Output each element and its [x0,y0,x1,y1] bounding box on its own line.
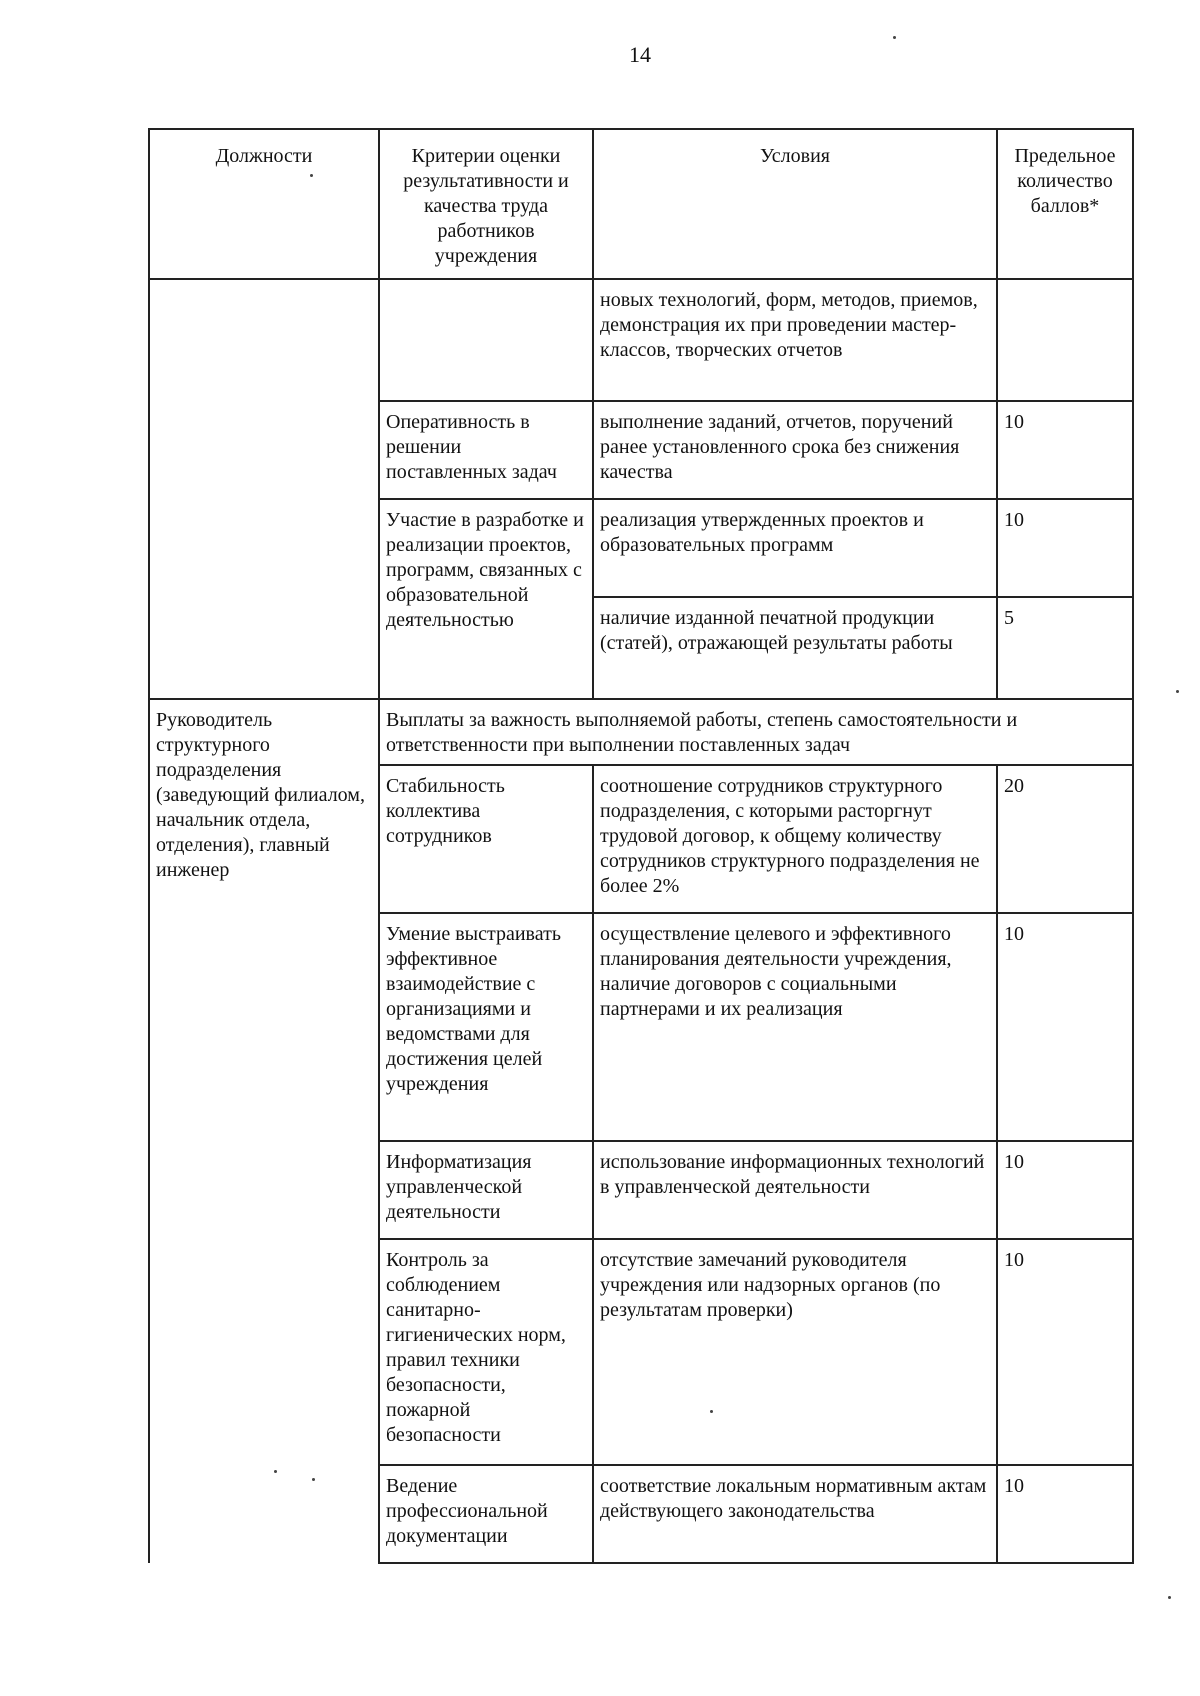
table-row [149,279,1133,401]
position-cell-empty [149,279,379,699]
criterion-cell: Стабильность коллектива сотрудников [379,765,593,913]
criterion-cell: Участие в разработке и реализации проектов, программ, связанных с образовательной деятельностью [379,499,593,699]
scan-speck [1168,1596,1171,1599]
header-conditions: Условия [593,129,997,279]
condition-cell: отсутствие замечаний руководителя учреждения или надзорных органов (по результатам проверки) [593,1239,997,1465]
section-row [149,699,1133,765]
points-cell: 10 [997,499,1133,597]
criterion-cell: Оперативность в решении поставленных задач [379,401,593,499]
criterion-cell: Контроль за соблюдением санитарно-гигиенических норм, правил техники безопасности, пожарной безопасности [379,1239,593,1465]
criterion-cell: Умение выстраивать эффективное взаимодействие с организациями и ведомствами для достижения целей учреждения [379,913,593,1141]
points-cell: 5 [997,597,1133,699]
scan-speck [710,1410,713,1413]
header-criteria: Критерии оценки результативности и качества труда работников учреждения [379,129,593,279]
evaluation-criteria-table [148,128,1134,1564]
points-cell: 10 [997,1141,1133,1239]
condition-cell: реализация утвержденных проектов и образовательных программ [593,499,997,597]
header-position: Должности [149,129,379,279]
condition-cell: использование информационных технологий в управленческой деятельности [593,1141,997,1239]
scan-speck [274,1470,277,1473]
criterion-cell [379,279,593,401]
scan-speck [310,174,313,177]
points-cell: 10 [997,1465,1133,1563]
header-max-points: Предельное количество баллов* [997,129,1133,279]
criterion-cell: Информатизация управленческой деятельности [379,1141,593,1239]
page-number: 14 [629,42,651,67]
condition-cell: соответствие локальным нормативным актам действующего законодательства [593,1465,997,1563]
condition-cell: новых технологий, форм, методов, приемов, демонстрация их при проведении мастер-классов, творческих отчетов [593,279,997,401]
scan-speck [312,1478,315,1481]
condition-cell: наличие изданной печатной продукции (статей), отражающей результаты работы [593,597,997,699]
section-title: Выплаты за важность выполняемой работы, степень самостоятельности и ответственности при выполнении поставленных задач [379,699,1133,765]
condition-cell: соотношение сотрудников структурного подразделения, с которыми расторгнут трудовой договор, к общему количеству сотрудников структурного подразделения не более 2% [593,765,997,913]
points-cell: 20 [997,765,1133,913]
condition-cell: осуществление целевого и эффективного планирования деятельности учреждения, наличие договоров с социальными партнерами и их реализация [593,913,997,1141]
points-cell: 10 [997,1239,1133,1465]
criterion-cell: Ведение профессиональной документации [379,1465,593,1563]
points-cell: 10 [997,401,1133,499]
points-cell [997,279,1133,401]
scan-speck [893,36,896,39]
scan-speck [1176,690,1179,693]
points-cell: 10 [997,913,1133,1141]
condition-cell: выполнение заданий, отчетов, поручений ранее установленного срока без снижения качества [593,401,997,499]
position-cell: Руководитель структурного подразделения (заведующий филиалом, начальник отдела, отделения), главный инженер [149,699,379,1563]
